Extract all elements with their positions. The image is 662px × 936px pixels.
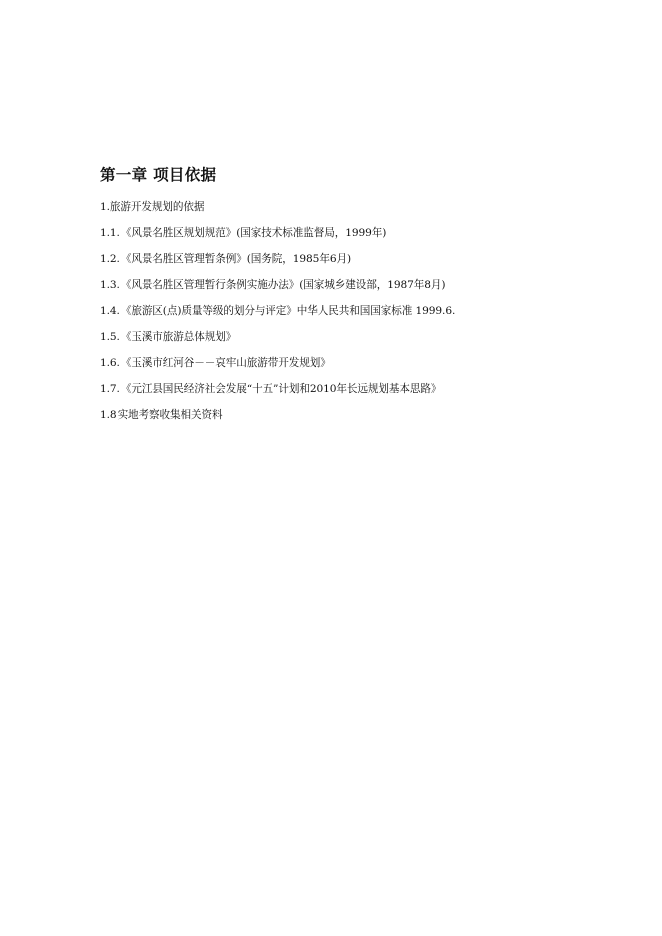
- item-number: 1.2.: [100, 253, 120, 265]
- list-item: [100, 356, 570, 370]
- item-text: 《玉溪市旅游总体规划》: [120, 331, 237, 343]
- item-text: 《风景名胜区管理暂条例》(国务院，1985年6月): [120, 253, 351, 265]
- item-number: 1.6.: [100, 357, 120, 369]
- list-item: [100, 330, 570, 344]
- item-text: 《元江县国民经济社会发展“十五”计划和2010年长远规划基本思路》: [120, 383, 442, 395]
- item-text: 《风景名胜区规划规范》(国家技术标准监督局，1999年): [120, 227, 387, 239]
- item-number: 1.7.: [100, 383, 120, 395]
- list-item: [100, 408, 570, 422]
- item-number: 1.1.: [100, 227, 120, 239]
- item-number: 1.8: [100, 409, 117, 421]
- section-heading: 1.旅游开发规划的依据: [100, 201, 205, 213]
- chapter-title: 第一章 项目依据: [100, 166, 217, 184]
- item-text: 《玉溪市红河谷－－哀牢山旅游带开发规划》: [120, 357, 331, 369]
- list-item: [100, 304, 570, 318]
- item-number: 1.5.: [100, 331, 120, 343]
- list-item: [100, 226, 570, 240]
- item-text: 《旅游区(点)质量等级的划分与评定》中华人民共和国国家标准 1999.6.: [120, 305, 456, 317]
- list-item: [100, 382, 570, 396]
- item-text: 《风景名胜区管理暂行条例实施办法》(国家城乡建设部，1987年8月): [120, 279, 446, 291]
- item-number: 1.4.: [100, 305, 120, 317]
- item-text: 实地考察收集相关资料: [117, 409, 223, 421]
- list-item: [100, 252, 570, 266]
- item-number: 1.3.: [100, 279, 120, 291]
- document-content: [100, 164, 570, 434]
- list-item: [100, 278, 570, 292]
